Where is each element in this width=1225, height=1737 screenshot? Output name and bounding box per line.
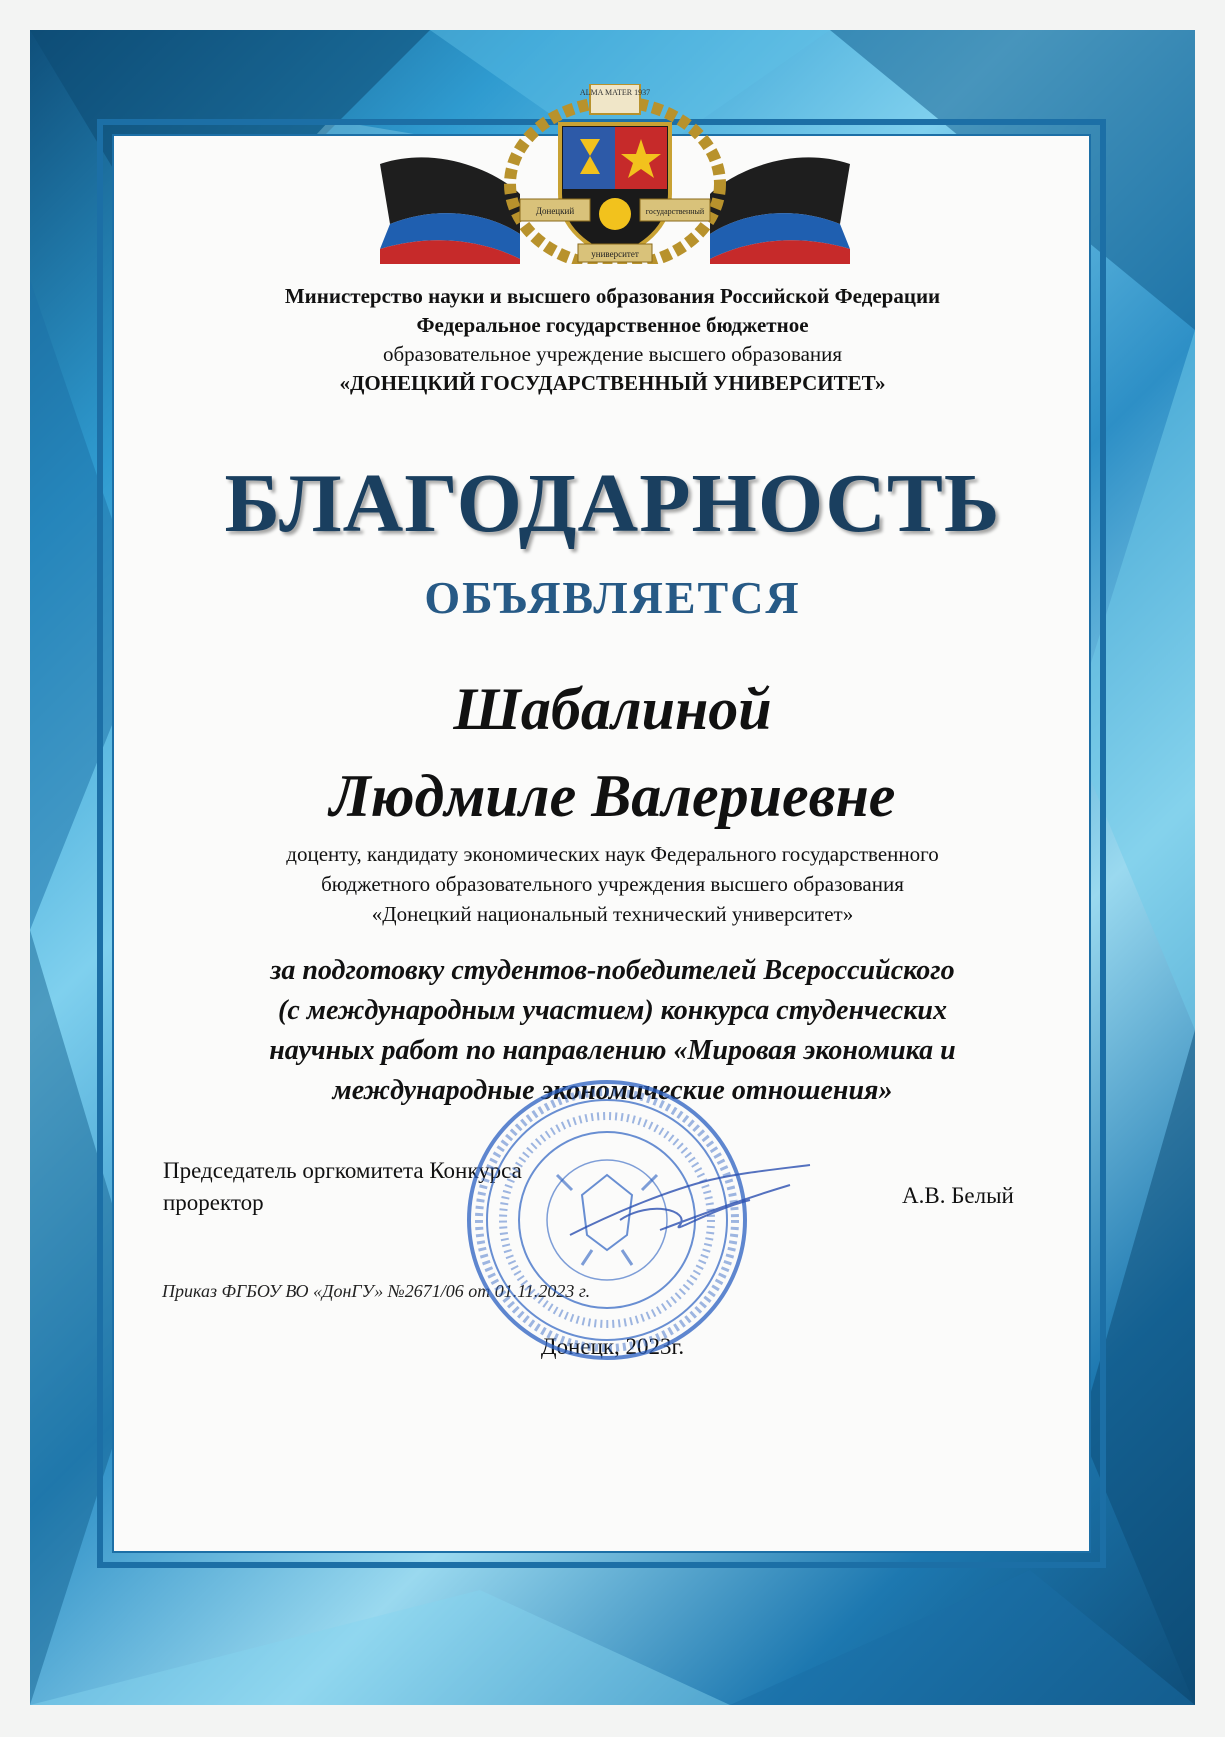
recipient-surname: Шабалиной xyxy=(453,676,772,742)
emblem-left-ribbon-text: Донецкий xyxy=(535,206,575,216)
institution-type-line: Федеральное государственное бюджетное xyxy=(416,313,809,337)
emblem-right-ribbon-text: государственный xyxy=(645,207,705,216)
certificate-title: БЛАГОДАРНОСТЬ xyxy=(224,457,1001,550)
university-emblem-logo xyxy=(380,84,850,264)
emblem-top-text: ALMA MATER 1937 xyxy=(579,88,651,97)
emblem-bottom-ribbon-text: университет xyxy=(591,249,639,259)
reason-line-3: научных работ по направлению «Мировая экономика и xyxy=(269,1035,956,1066)
signatory-position-2: проректор xyxy=(163,1190,264,1215)
recipient-description-line-3: «Донецкий национальный технический университет» xyxy=(371,902,854,926)
handwritten-signature xyxy=(560,1140,820,1250)
recipient-description-line-2: бюджетного образовательного учреждения высшего образования xyxy=(321,872,904,896)
reason-line-1: за подготовку студентов-победителей Всероссийского xyxy=(270,955,955,986)
signatory-name: А.В. Белый xyxy=(902,1183,1014,1208)
institution-type-line-2: образовательное учреждение высшего образования xyxy=(382,342,843,366)
certificate-subtitle: ОБЪЯВЛЯЕТСЯ xyxy=(424,572,801,623)
signatory-position-1: Председатель оргкомитета Конкурса xyxy=(163,1158,522,1183)
reason-line-2: (с международным участием) конкурса студенческих xyxy=(278,995,947,1026)
university-name: «ДОНЕЦКИЙ ГОСУДАРСТВЕННЫЙ УНИВЕРСИТЕТ» xyxy=(339,371,886,395)
order-reference: Приказ ФГБОУ ВО «ДонГУ» №2671/06 от 01.11.2023 г. xyxy=(162,1281,591,1301)
place-and-date: Донецк, 2023г. xyxy=(540,1334,685,1359)
reason-line-4: международные экономические отношения» xyxy=(332,1075,893,1106)
recipient-given-name: Людмиле Валериевне xyxy=(329,763,896,829)
ministry-line: Министерство науки и высшего образования Российской Федерации xyxy=(284,284,941,308)
recipient-description-line-1: доценту, кандидату экономических наук Федерального государственного xyxy=(286,842,939,866)
